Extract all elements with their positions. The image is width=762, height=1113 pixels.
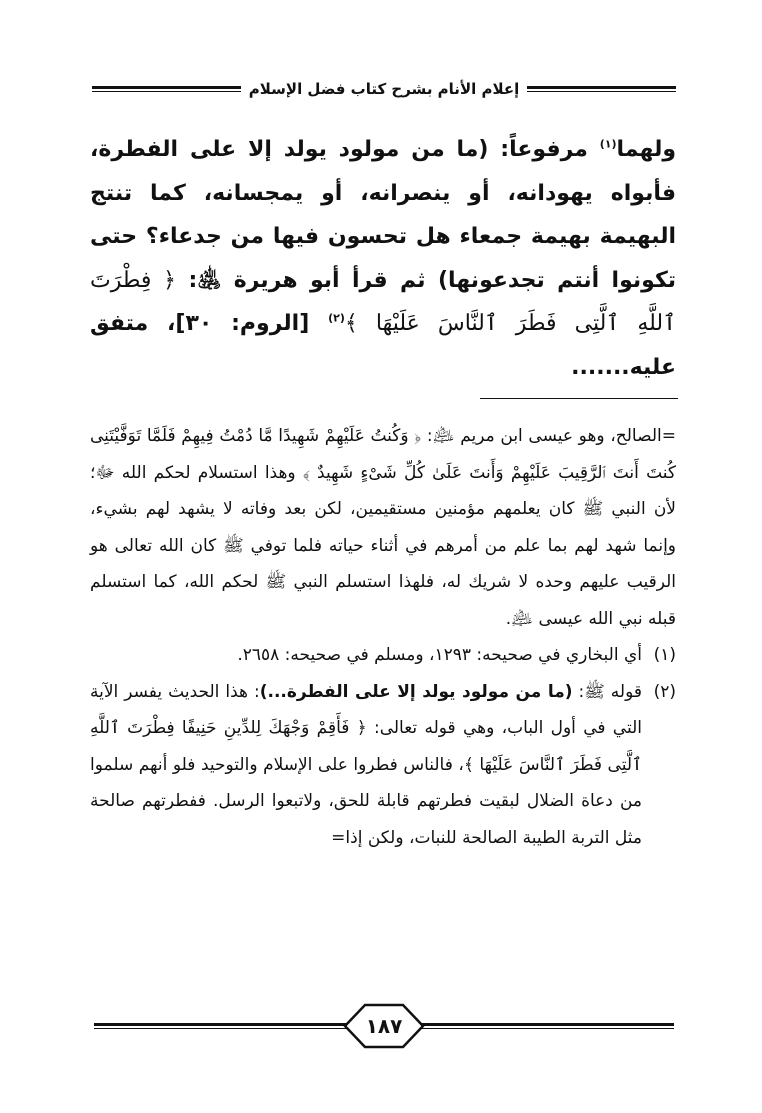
footer-rule-right [421, 1023, 674, 1029]
footnote-2-number: (٢) [653, 681, 676, 702]
footer-rule-left [94, 1023, 347, 1029]
footnote-marker-2: (٢) [328, 311, 345, 325]
footnotes-section [90, 418, 676, 856]
footnote-2-body [90, 674, 642, 857]
hadith-text: مرفوعاً: (ما من مولود يولد إلا على الفطرة، فأبواه يهودانه، أو ينصرانه، أو يمجسانه، كما تنتج البهيمة بهيمة جمعاء هل تحسون فيها من جدعاء؟ حتى تكونوا أنتم تجدعونها) ثم قرأ أبو هريرة ﵁: [90, 137, 677, 293]
main-paragraph [90, 128, 676, 389]
page-number-badge [341, 1001, 427, 1051]
page-number: ١٨٧ [365, 1014, 403, 1038]
header-title: إعلام الأنام بشرح كتاب فضل الإسلام [248, 80, 520, 98]
header-rule-right [527, 86, 676, 92]
footnote-2-lead: قوله ﷺ: [572, 681, 642, 702]
footnote-marker-1: (١) [599, 137, 617, 151]
running-header [92, 74, 676, 104]
footnote-1 [90, 637, 676, 674]
main-text-start: ولهما [616, 137, 676, 162]
footnote-separator [480, 398, 678, 399]
footnote-2-text: : هذا الحديث يفسر الآية التي في أول الباب، وهي قوله تعالى: ﴿ فَأَقِمْ وَجْهَكَ لِلدِّينِ حَنِيفًا فِطْرَتَ ٱللَّهِ ٱلَّتِى فَطَرَ ٱلنَّاسَ عَلَيْهَا ﴾، فالناس فطروا على الإسلام والتوحيد فلو أنهم سلموا من دعاة الضلال لبقيت فطرتهم قابلة للحق، ولاتبعوا الرسل. ففطرتهم صالحة مثل التربة الطيبة الصالحة للنبات، ولكن إذا= [90, 681, 642, 848]
verse-reference: [الروم: ٣٠]، متفق عليه....... [90, 311, 676, 380]
footnote-2-hadith-quote: (ما من مولود يولد إلا على الفطرة...) [259, 681, 573, 702]
page-footer [94, 998, 674, 1054]
footnote-1-number: (١) [653, 645, 676, 665]
footnote-1-text: أي البخاري في صحيحه: ١٢٩٣، ومسلم في صحيحه: ٢٦٥٨. [237, 645, 642, 665]
header-rule-left [92, 86, 241, 92]
footnote-2 [90, 674, 676, 857]
quran-verse: ﴿ فِطْرَتَ ٱللَّهِ ٱلَّتِى فَطَرَ ٱلنَّاسَ عَلَيْهَا ﴾ [90, 267, 677, 336]
footnote-continuation: =الصالح، وهو عيسى ابن مريم ﵇: ﴿ وَكُنتُ عَلَيْهِمْ شَهِيدًا مَّا دُمْتُ فِيهِمْ فَلَمَّا تَوَفَّيْتَنِى كُنتَ أَنتَ ٱلرَّقِيبَ عَلَيْهِمْ وَأَنتَ عَلَىٰ كُلِّ شَىْءٍ شَهِيدٌ ﴾ وهذا استسلام لحكم الله ﷻ؛ لأن النبي ﷺ كان يعلمهم مؤمنين مستقيمين، لكن بعد وفاته لا يشهد لهم بشيء، وإنما شهد لهم بما علم من أمرهم في أثناء حياته فلما توفي ﷺ كان الله تعالى هو الرقيب عليهم وحده لا شريك له، فلهذا استسلم النبي ﷺ لحكم الله، كما استسلم قبله نبي الله عيسى ﵇. [90, 426, 676, 629]
